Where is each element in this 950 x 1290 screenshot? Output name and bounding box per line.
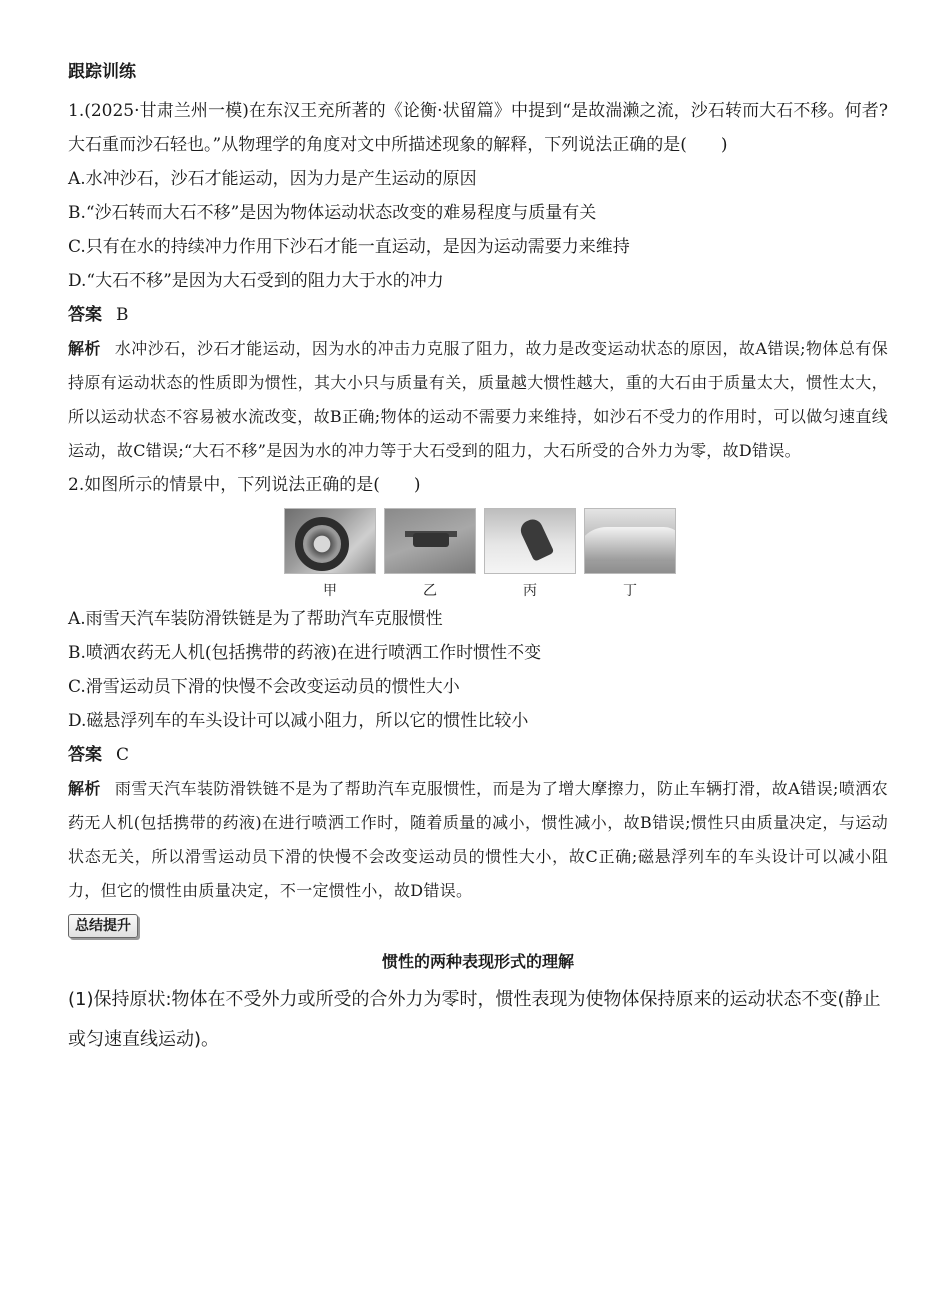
q1-option-a: A.水冲沙石，沙石才能运动，因为力是产生运动的原因 bbox=[68, 169, 477, 189]
q1-answer-label: 答案 bbox=[68, 305, 102, 325]
spraying-drone-image bbox=[384, 508, 476, 574]
figure-caption: 丙 bbox=[523, 583, 537, 599]
q1-option-b: B.“沙石转而大石不移”是因为物体运动状态改变的难易程度与质量有关 bbox=[68, 203, 597, 223]
figure-yi bbox=[384, 508, 476, 602]
q1-explanation-label: 解析 bbox=[68, 339, 101, 358]
q2-answer-value: C bbox=[116, 745, 130, 765]
summary-badge: 总结提升 bbox=[68, 914, 138, 938]
q2-explanation-text: 雨雪天汽车装防滑铁链不是为了帮助汽车克服惯性，而是为了增大摩擦力，防止车辆打滑，故A错误;喷洒农药无人机(包括携带的药液)在进行喷洒工作时，随着质量的减小，惯性减小，故B错误;惯性只由质量决定，与运动状态无关，所以滑雪运动员下滑的快慢不会改变运动员的惯性大小，故C正确;磁悬浮列车的车头设计可以减小阻力，但它的惯性由质量决定，不一定惯性小，故D错误。 bbox=[68, 779, 888, 900]
document-page bbox=[68, 60, 888, 1060]
figure-bing bbox=[484, 508, 576, 602]
q1-stem: 1.(2025·甘肃兰州一模)在东汉王充所著的《论衡·状留篇》中提到“是故湍濑之流，沙石转而大石不移。何者?大石重而沙石轻也。”从物理学的角度对文中所描述现象的解释，下列说法正确的是( ) bbox=[68, 101, 888, 155]
skier-image bbox=[484, 508, 576, 574]
figure-ding bbox=[584, 508, 676, 602]
q2-option-b: B.喷洒农药无人机(包括携带的药液)在进行喷洒工作时惯性不变 bbox=[68, 643, 542, 663]
q2-explanation bbox=[68, 772, 888, 908]
q2-explanation-label: 解析 bbox=[68, 779, 101, 798]
figure-caption: 丁 bbox=[623, 583, 637, 599]
figure-caption: 乙 bbox=[423, 583, 437, 599]
q1-answer bbox=[68, 298, 888, 332]
summary-badge-row bbox=[68, 914, 888, 944]
q2-figure bbox=[68, 508, 888, 602]
maglev-train-image bbox=[584, 508, 676, 574]
q2-option-a: A.雨雪天汽车装防滑铁链是为了帮助汽车克服惯性 bbox=[68, 609, 443, 629]
snow-chain-tire-image bbox=[284, 508, 376, 574]
q1-answer-value: B bbox=[116, 305, 129, 325]
summary-text: (1)保持原状:物体在不受外力或所受的合外力为零时，惯性表现为使物体保持原来的运动状态不变(静止或匀速直线运动)。 bbox=[68, 989, 881, 1050]
section-title: 跟踪训练 bbox=[68, 62, 136, 82]
q2-answer-label: 答案 bbox=[68, 745, 102, 765]
q1-option-d: D.“大石不移”是因为大石受到的阻力大于水的冲力 bbox=[68, 271, 444, 291]
q2-stem: 2.如图所示的情景中，下列说法正确的是( ) bbox=[68, 475, 421, 495]
q1-explanation bbox=[68, 332, 888, 468]
figure-jia bbox=[284, 508, 376, 602]
q1-explanation-text: 水冲沙石，沙石才能运动，因为水的冲击力克服了阻力，故力是改变运动状态的原因，故A错误;物体总有保持原有运动状态的性质即为惯性，其大小只与质量有关，质量越大惯性越大，重的大石由于质量太大，惯性太大，所以运动状态不容易被水流改变，故B正确;物体的运动不需要力来维持，如沙石不受力的作用时，可以做匀速直线运动，故C错误;“大石不移”是因为水的冲力等于大石受到的阻力，大石所受的合外力为零，故D错误。 bbox=[68, 339, 888, 460]
q1-option-c: C.只有在水的持续冲力作用下沙石才能一直运动，是因为运动需要力来维持 bbox=[68, 237, 630, 257]
q2-option-c: C.滑雪运动员下滑的快慢不会改变运动员的惯性大小 bbox=[68, 677, 460, 697]
q2-option-d: D.磁悬浮列车的车头设计可以减小阻力，所以它的惯性比较小 bbox=[68, 711, 529, 731]
summary-title: 惯性的两种表现形式的理解 bbox=[381, 952, 574, 971]
figure-caption: 甲 bbox=[323, 583, 337, 599]
q2-answer bbox=[68, 738, 888, 772]
